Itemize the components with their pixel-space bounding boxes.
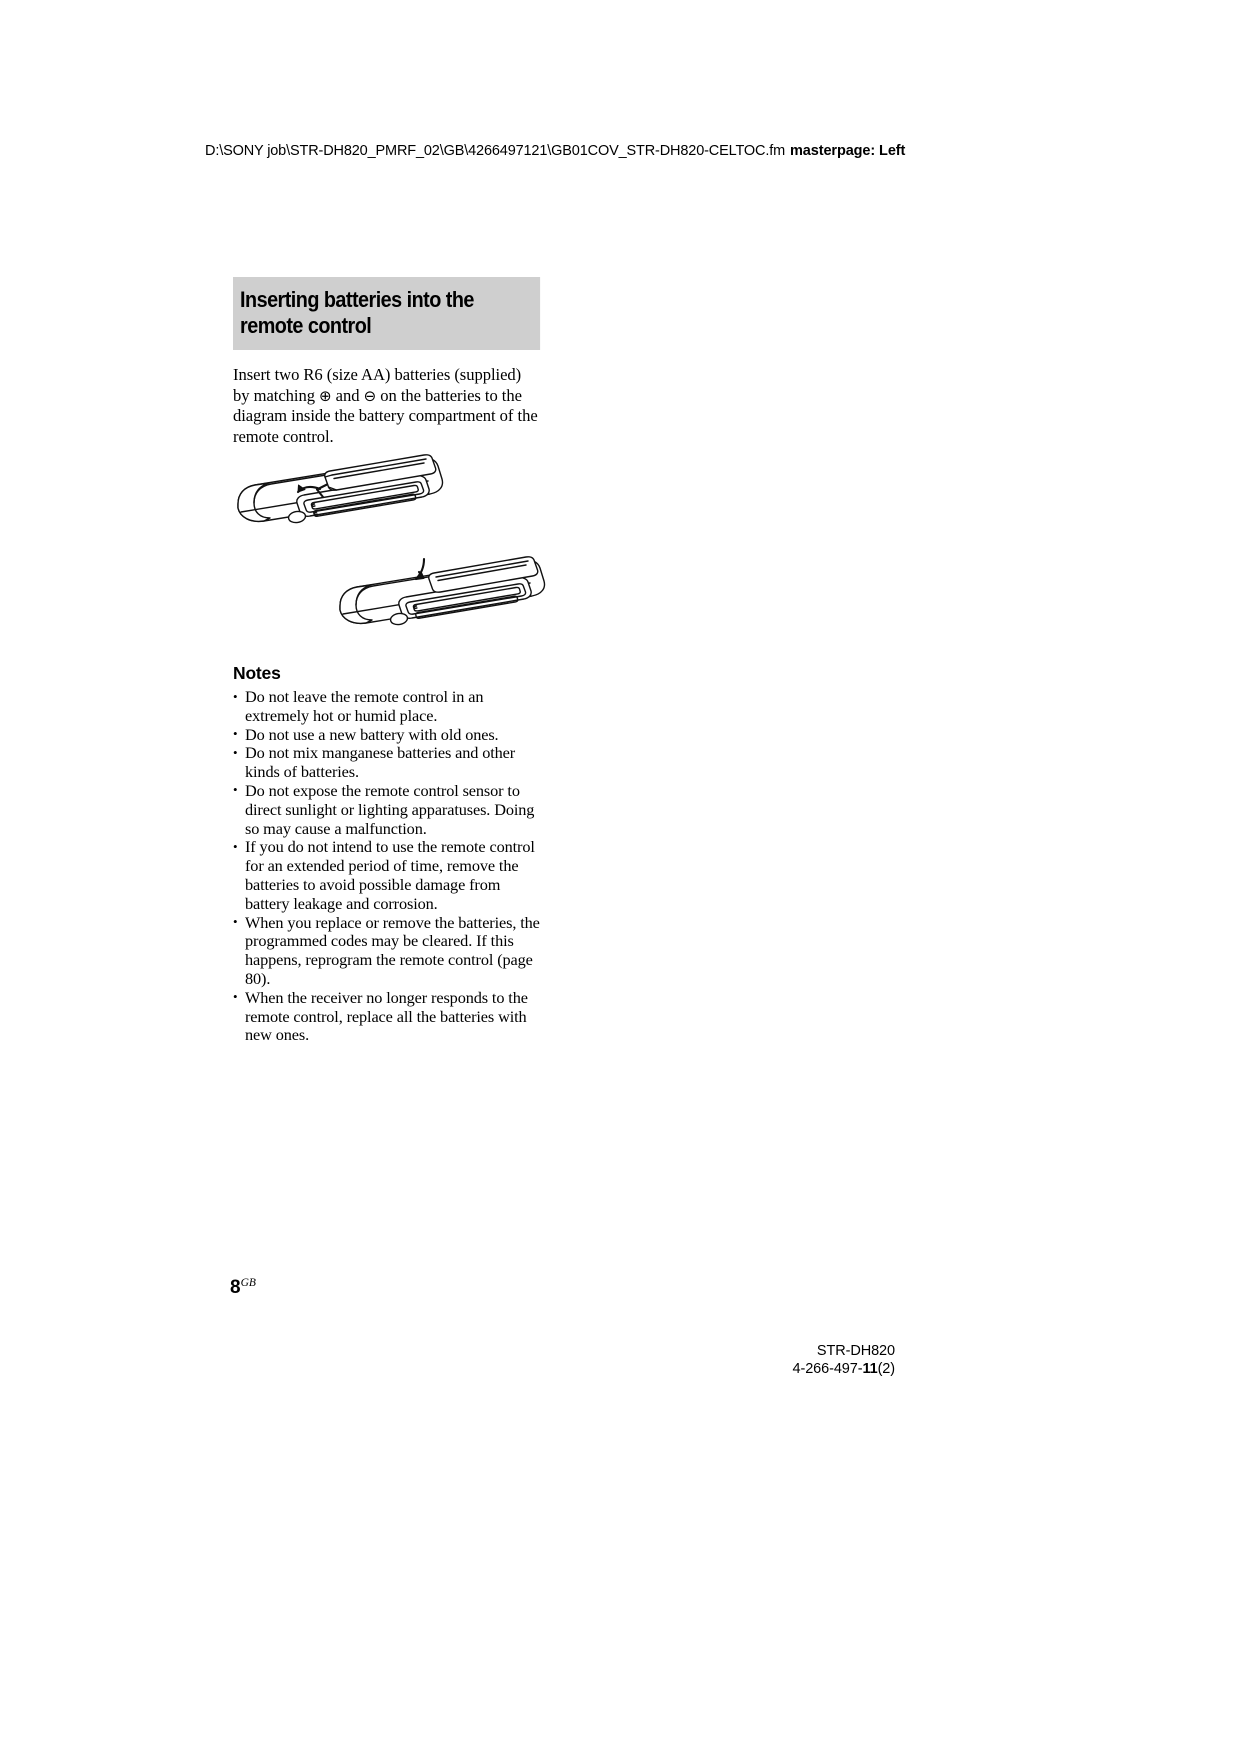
source-file-path: D:\SONY job\STR-DH820_PMRF_02\GB\4266497121\GB01COV_STR-DH820-CELTOC.fm bbox=[205, 143, 786, 159]
document-code-suffix: (2) bbox=[877, 1361, 895, 1377]
intro-text-part-2: and bbox=[331, 385, 364, 405]
document-code-prefix: 4-266-497- bbox=[792, 1361, 863, 1377]
list-item: • Do not leave the remote control in an extremely hot or humid place. bbox=[233, 688, 545, 726]
notes-heading: Notes bbox=[233, 663, 281, 683]
intro-text-part-3: on the batteries to the diagram inside the battery compartment of the remote control. bbox=[233, 385, 538, 446]
list-item: • Do not use a new battery with old ones. bbox=[233, 726, 545, 745]
running-head bbox=[0, 143, 1241, 167]
page-folio bbox=[230, 1277, 256, 1299]
list-item: • When you replace or remove the batteries, the programmed codes may be cleared. If this happens, reprogram the remote control (page 80). bbox=[233, 914, 545, 989]
list-item: • Do not expose the remote control sensor to direct sunlight or lighting apparatuses. Doing so may cause a malfunction. bbox=[233, 782, 545, 838]
list-item: • When the receiver no longer responds to the remote control, replace all the batteries with new ones. bbox=[233, 989, 545, 1045]
close-direction-arrow bbox=[416, 559, 424, 579]
list-item: • If you do not intend to use the remote control for an extended period of time, remove the batteries to avoid possible damage from battery leakage and corrosion. bbox=[233, 838, 545, 913]
minus-polarity-symbol: ⊖ bbox=[363, 386, 377, 405]
remote-battery-illustration bbox=[228, 432, 548, 657]
plus-polarity-symbol: ⊕ bbox=[319, 386, 332, 405]
section-heading-line-1: Inserting batteries into the bbox=[240, 287, 474, 312]
model-name: STR-DH820 bbox=[816, 1343, 895, 1359]
text-column bbox=[233, 277, 541, 448]
colophon bbox=[700, 1342, 895, 1378]
list-item: • Do not mix manganese batteries and other kinds of batteries. bbox=[233, 744, 545, 782]
notes-section bbox=[233, 663, 545, 1045]
notes-list bbox=[233, 688, 545, 1045]
document-code-revision: 11 bbox=[862, 1361, 878, 1377]
section-heading bbox=[233, 277, 540, 350]
section-heading-line-2: remote control bbox=[240, 313, 372, 339]
document-code bbox=[700, 1360, 895, 1378]
page-number: 8 bbox=[230, 1277, 241, 1298]
intro-text-part-1: Insert two R6 (size AA) batteries (supplied) by matching bbox=[233, 365, 522, 405]
page-region-suffix: GB bbox=[240, 1277, 256, 1289]
masterpage-label: masterpage: Left bbox=[790, 143, 906, 159]
